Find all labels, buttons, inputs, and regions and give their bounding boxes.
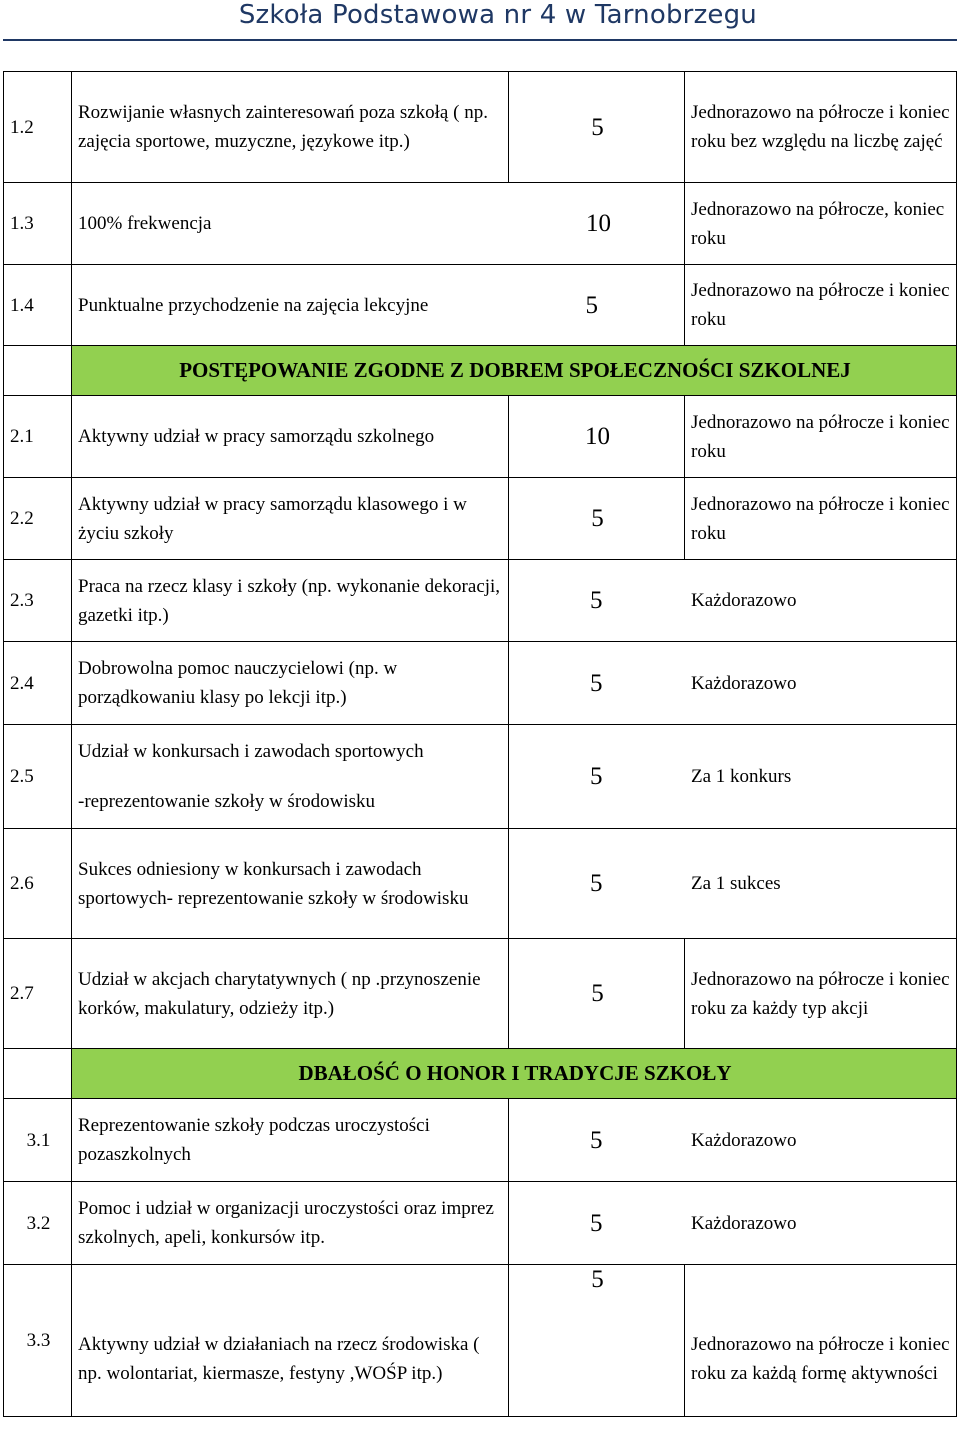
row-description: Pomoc i udział w organizacji uroczystości oraz imprez szkolnych, apeli, konkursów itp. — [72, 1182, 509, 1265]
row-description: Rozwijanie własnych zainteresowań poza szkołą ( np. zajęcia sportowe, muzyczne, językowe itp.) — [72, 72, 509, 183]
table-row — [4, 725, 957, 829]
row-frequency: Jednorazowo na półrocze i koniec roku za każdy typ akcji — [685, 939, 957, 1049]
row-number: 3.2 — [4, 1182, 72, 1265]
row-points: 5 — [585, 291, 598, 319]
row-frequency: Jednorazowo na półrocze i koniec roku bez względu na liczbę zajęć — [685, 72, 957, 183]
row-description: Aktywny udział w pracy samorządu klasowego i w życiu szkoły — [72, 478, 509, 560]
row-description-line: -reprezentowanie szkoły w środowisku — [78, 791, 376, 812]
row-number: 2.4 — [4, 642, 72, 725]
row-number: 3.3 — [4, 1265, 72, 1417]
row-frequency: Każdorazowo — [691, 1212, 797, 1234]
table-row — [4, 1265, 957, 1417]
table-row — [4, 1182, 957, 1265]
row-number: 3.1 — [4, 1099, 72, 1182]
row-description: Punktualne przychodzenie na zajęcia lekcyjne — [78, 294, 429, 316]
section-row — [4, 346, 957, 396]
row-points-frequency — [509, 560, 957, 642]
row-description: Aktywny udział w działaniach na rzecz środowiska ( np. wolontariat, kiermasze, festyny ,WOŚP itp.) — [72, 1265, 509, 1417]
section-title: DBAŁOŚĆ O HONOR I TRADYCJE SZKOŁY — [72, 1049, 957, 1099]
table-row — [4, 560, 957, 642]
table-row — [4, 265, 957, 346]
row-points: 10 — [586, 210, 611, 237]
row-points: 5 — [590, 870, 603, 897]
row-frequency: Każdorazowo — [691, 672, 797, 694]
row-number: 2.7 — [4, 939, 72, 1049]
row-number: 2.3 — [4, 560, 72, 642]
table-row — [4, 642, 957, 725]
row-points: 5 — [509, 1265, 685, 1417]
row-points: 5 — [590, 1209, 603, 1237]
document-header — [0, 0, 960, 40]
row-frequency: Jednorazowo na półrocze, koniec roku — [685, 183, 957, 265]
row-description: Udział w akcjach charytatywnych ( np .przynoszenie korków, makulatury, odzieży itp.) — [72, 939, 509, 1049]
row-description-points — [72, 265, 685, 346]
row-points: 5 — [509, 72, 685, 183]
row-frequency: Za 1 sukces — [691, 873, 781, 894]
school-title: Szkoła Podstawowa nr 4 w Tarnobrzegu — [238, 0, 757, 30]
table-row — [4, 1099, 957, 1182]
row-points: 5 — [590, 669, 603, 697]
row-points: 5 — [509, 939, 685, 1049]
row-points: 5 — [590, 1126, 603, 1154]
table-row — [4, 829, 957, 939]
criteria-table — [3, 71, 957, 1417]
row-number: 2.2 — [4, 478, 72, 560]
row-frequency: Każdorazowo — [691, 590, 797, 611]
row-points-frequency — [509, 829, 957, 939]
row-number: 2.6 — [4, 829, 72, 939]
row-description: Dobrowolna pomoc nauczycielowi (np. w porządkowaniu klasy po lekcji itp.) — [72, 642, 509, 725]
row-description-line: Udział w konkursach i zawodach sportowych — [78, 741, 424, 762]
row-frequency: Za 1 konkurs — [691, 766, 792, 787]
table-row — [4, 183, 957, 265]
row-points-frequency — [509, 1182, 957, 1265]
row-points: 5 — [590, 587, 603, 614]
row-description: Aktywny udział w pracy samorządu szkolnego — [72, 396, 509, 478]
row-number: 2.5 — [4, 725, 72, 829]
row-points: 5 — [509, 478, 685, 560]
section-row — [4, 1049, 957, 1099]
row-frequency: Jednorazowo na półrocze i koniec roku — [685, 478, 957, 560]
row-number: 1.4 — [4, 265, 72, 346]
row-number: 1.2 — [4, 72, 72, 183]
row-description: Sukces odniesiony w konkursach i zawodach sportowych- reprezentowanie szkoły w środowisku — [72, 829, 509, 939]
row-description-points — [72, 183, 685, 265]
row-frequency: Każdorazowo — [691, 1129, 797, 1151]
row-description — [72, 725, 509, 829]
table-row — [4, 478, 957, 560]
header-rule — [3, 39, 957, 41]
row-points: 5 — [590, 763, 603, 790]
row-points-frequency — [509, 1099, 957, 1182]
row-description: 100% frekwencja — [78, 213, 212, 234]
table-row — [4, 939, 957, 1049]
row-points-frequency — [509, 642, 957, 725]
row-frequency: Jednorazowo na półrocze i koniec roku za każdą formę aktywności — [685, 1265, 957, 1417]
row-description: Reprezentowanie szkoły podczas uroczystości pozaszkolnych — [72, 1099, 509, 1182]
row-description: Praca na rzecz klasy i szkoły (np. wykonanie dekoracji, gazetki itp.) — [72, 560, 509, 642]
row-number: 2.1 — [4, 396, 72, 478]
row-points: 10 — [509, 396, 685, 478]
row-frequency: Jednorazowo na półrocze i koniec roku — [685, 265, 957, 346]
table-row — [4, 396, 957, 478]
row-points-frequency — [509, 725, 957, 829]
table-row — [4, 72, 957, 183]
section-spacer — [4, 346, 72, 396]
section-title: POSTĘPOWANIE ZGODNE Z DOBREM SPOŁECZNOŚCI SZKOLNEJ — [72, 346, 957, 396]
row-number: 1.3 — [4, 183, 72, 265]
section-spacer — [4, 1049, 72, 1099]
row-frequency: Jednorazowo na półrocze i koniec roku — [685, 396, 957, 478]
